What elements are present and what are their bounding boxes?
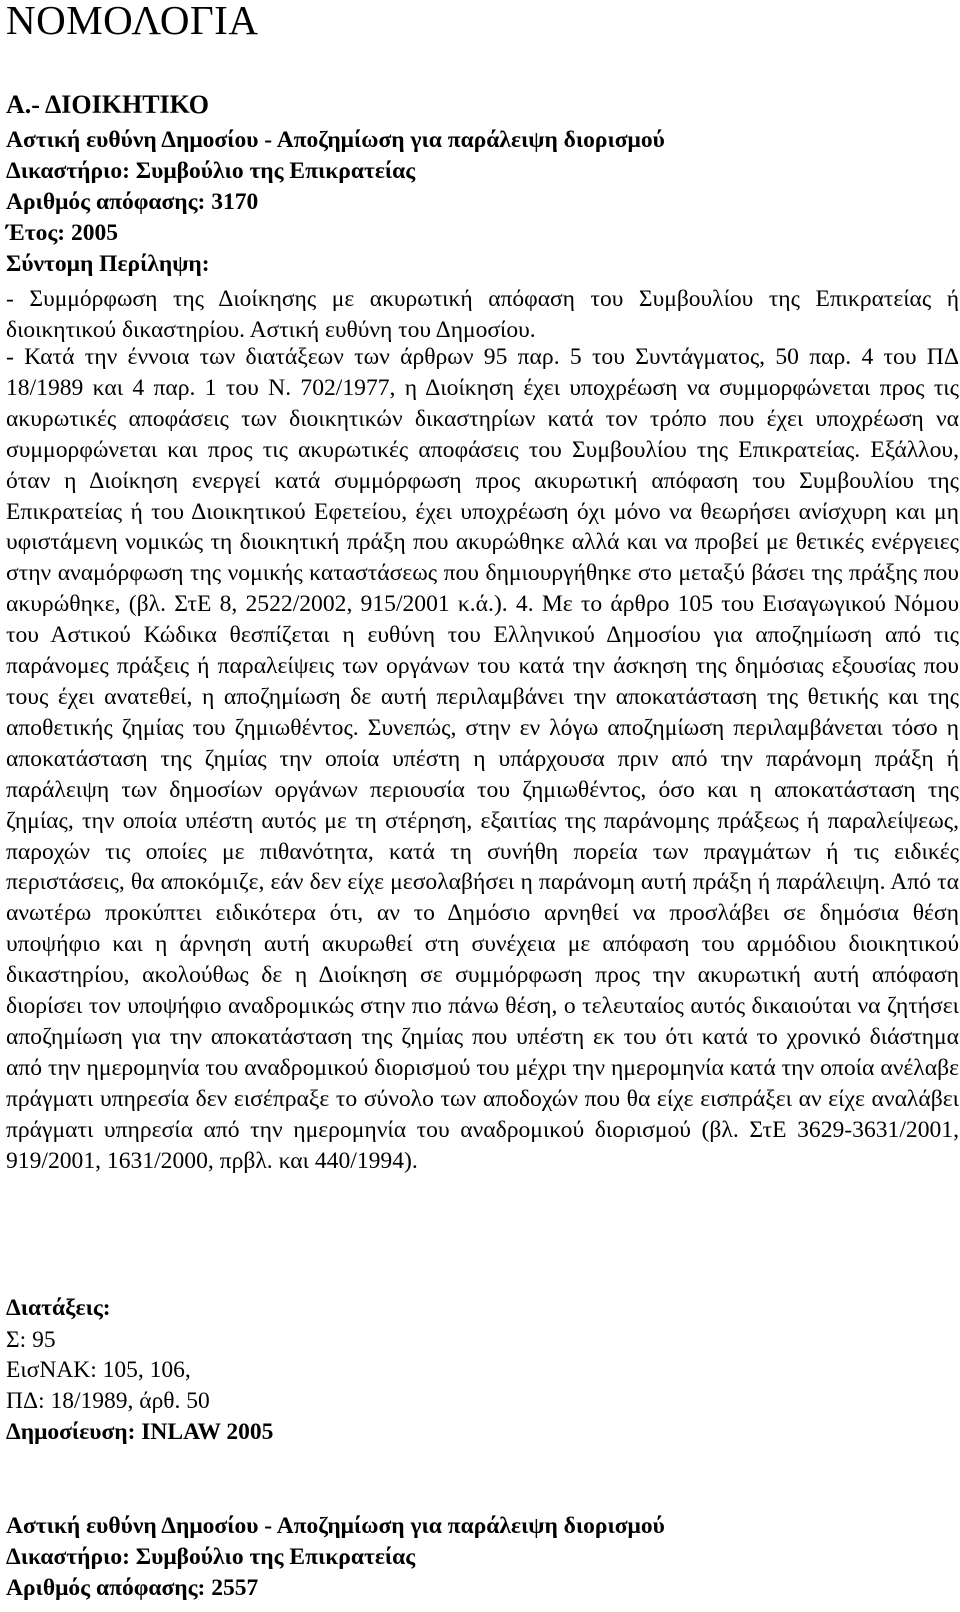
decision-number: Αριθμός απόφασης: 2557 (6, 1575, 259, 1601)
court-label: Δικαστήριο: Συμβούλιο της Επικρατείας (6, 158, 416, 184)
summary-intro-text: - Συμμόρφωση της Διοίκησης με ακυρωτική απόφαση του Συμβουλίου της Επικρατείας ή διοικητικού δικαστηρίου. Αστική ευθύνη του Δημοσίου. (6, 286, 959, 343)
summary-body (6, 342, 959, 1176)
provision-item: ΕισΝΑΚ: 105, 106, (6, 1357, 191, 1383)
decision-year: Έτος: 2005 (6, 220, 118, 246)
publication-line: Δημοσίευση: INLAW 2005 (6, 1419, 274, 1445)
decision-number: Αριθμός απόφασης: 3170 (6, 189, 259, 215)
provision-item: Σ: 95 (6, 1327, 56, 1353)
case-subject: Αστική ευθύνη Δημοσίου - Αποζημίωση για παράλειψη διορισμού (6, 1513, 665, 1539)
summary-intro (6, 284, 959, 346)
court-label: Δικαστήριο: Συμβούλιο της Επικρατείας (6, 1544, 416, 1570)
summary-heading: Σύντομη Περίληψη: (6, 251, 210, 277)
summary-body-text: - Κατά την έννοια των διατάξεων των άρθρων 95 παρ. 5 του Συντάγματος, 50 παρ. 4 του ΠΔ 18/1989 και 4 παρ. 1 του Ν. 702/1977, η Διοίκηση έχει υποχρέωση να συμμορφώνεται προς τις ακυρωτικές αποφάσεις των διοικητικών δικαστηρίων κατά τον τρόπο που έχει υποχρέωση να συμμορφώνεται και προς τις ακυρωτικές αποφάσεις του Συμβουλίου της Επικρατείας. Εξάλλου, όταν η Διοίκηση ενεργεί κατά συμμόρφωση προς ακυρωτική απόφαση του Συμβουλίου της Επικρατείας ή του Διοικητικού Εφετείου, έχει υποχρέωση όχι μόνο να θεωρήσει ανίσχυρη και μη υφιστάμενη νομικώς τη διοικητική πράξη που ακυρώθηκε αλλά και να προβεί με θετικές ενέργειες στην αναμόρφωση της νομικής καταστάσεως που δημιουργήθηκε στο μεταξύ βάσει της πράξης που ακυρώθηκε, (βλ. ΣτΕ 8, 2522/2002, 915/2001 κ.ά.). 4. Με το άρθρο 105 του Εισαγωγικού Νόμου του Αστικού Κώδικα θεσπίζεται η ευθύνη του Ελληνικού Δημοσίου για αποζημίωση από τις παράνομες πράξεις ή παραλείψεις των οργάνων του κατά την άσκηση της δημόσιας εξουσίας που τους έχει ανατεθεί, η αποζημίωση δε αυτή περιλαμβάνει την αποκατάσταση της θετικής και της αποθετικής ζημίας του ζημιωθέντος. Συνεπώς, στην εν λόγω αποζημίωση περιλαμβάνεται τόσο η αποκατάσταση της ζημίας την οποία υπέστη η υπάρχουσα πριν από την παράνομη πράξη ή παράλειψη των δημοσίων οργάνων περιουσία του ζημιωθέντος, όσο και η αποκατάσταση της ζημίας, την οποία υπέστη αυτός με τη στέρηση, εξαιτίας της παράνομης πράξεως ή παραλείψεως, παροχών τις οποίες με πιθανότητα, κατά τη συνήθη πορεία των πραγμάτων ή τις ειδικές περιστάσεις, θα αποκόμιζε, εάν δεν είχε μεσολαβήσει η παράνομη αυτή πράξη ή παράλειψη. Από τα ανωτέρω προκύπτει ειδικότερα ότι, αν το Δημόσιο αρνηθεί να προσλάβει σε δημόσια θέση υποψήφιο και η άρνηση αυτή ακυρωθεί στη συνέχεια με απόφαση του αρμόδιου διοικητικού δικαστηρίου, ακολούθως δε η Διοίκηση σε συμμόρφωση προς την ακυρωτική αυτή απόφαση διορίσει τον υποψήφιο αναδρομικώς στην πιο πάνω θέση, ο τελευταίος αυτός δικαιούται να ζητήσει αποζημίωση για την αποκατάσταση της ζημίας που υπέστη εκ του ότι κατά το χρονικό διάστημα από την ημερομηνία του αναδρομικού διορισμού του μέχρι την ημερομηνία κατά την οποία ανέλαβε πράγματι υπηρεσία δεν εισέπραξε το σύνολο των αποδοχών που θα είχε εισπράξει αν είχε αναλάβει πράγματι υπηρεσία από την ημερομηνία του αναδρομικού διορισμού (βλ. ΣτΕ 3629-3631/2001, 919/2001, 1631/2000, πρβλ. και 440/1994). (6, 344, 959, 1174)
case-subject: Αστική ευθύνη Δημοσίου - Αποζημίωση για παράλειψη διορισμού (6, 127, 665, 153)
provision-item: ΠΔ: 18/1989, άρθ. 50 (6, 1388, 210, 1414)
provisions-heading: Διατάξεις: (6, 1295, 111, 1321)
section-heading: Α.- ΔΙΟΙΚΗΤΙΚΟ (6, 90, 209, 119)
document-title: ΝΟΜΟΛΟΓΙΑ (6, 0, 259, 43)
